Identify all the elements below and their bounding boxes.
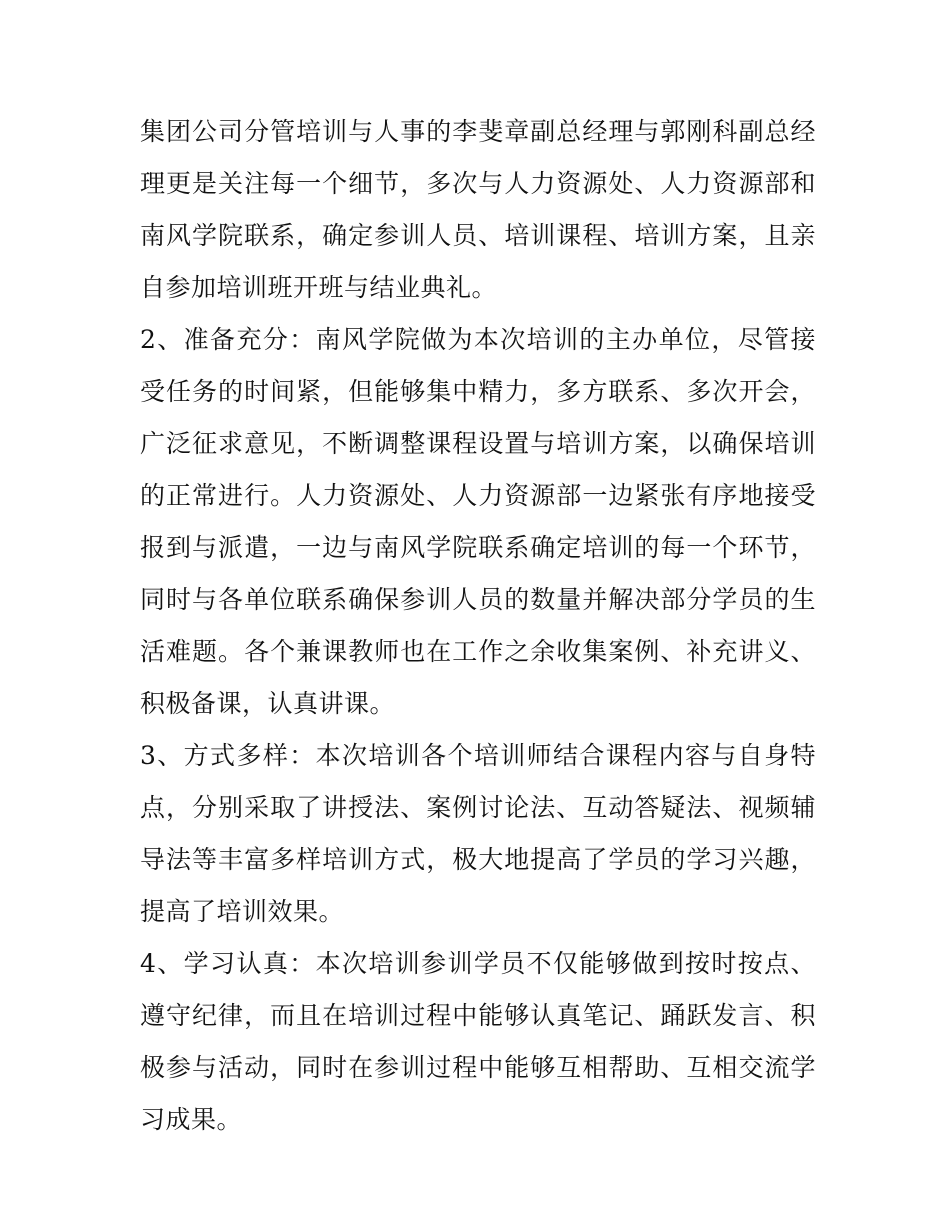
paragraph-learning: 4、学习认真：本次培训参训学员不仅能够做到按时按点、遵守纪律，而且在培训过程中能够认真笔记、踊跃发言、积极参与活动，同时在参训过程中能够互相帮助、互相交流学习成果。: [140, 949, 816, 1134]
document-body: [140, 106, 816, 1146]
paragraph-preparation: 2、准备充分：南风学院做为本次培训的主办单位，尽管接受任务的时间紧，但能够集中精力，多方联系、多次开会，广泛征求意见，不断调整课程设置与培训方案，以确保培训的正常进行。人力资源处、人力资源部一边紧张有序地接受报到与派遣，一边与南风学院联系确定培训的每一个环节，同时与各单位联系确保参训人员的数量并解决部分学员的生活难题。各个兼课教师也在工作之余收集案例、补充讲义、积极备课，认真讲课。: [140, 325, 816, 718]
paragraph-leadership: 集团公司分管培训与人事的李斐章副总经理与郭刚科副总经理更是关注每一个细节，多次与人力资源处、人力资源部和南风学院联系，确定参训人员、培训课程、培训方案，且亲自参加培训班开班与结业典礼。: [140, 117, 816, 302]
paragraph-methods: 3、方式多样：本次培训各个培训师结合课程内容与自身特点，分别采取了讲授法、案例讨论法、互动答疑法、视频辅导法等丰富多样培训方式，极大地提高了学员的学习兴趣，提高了培训效果。: [140, 741, 816, 926]
